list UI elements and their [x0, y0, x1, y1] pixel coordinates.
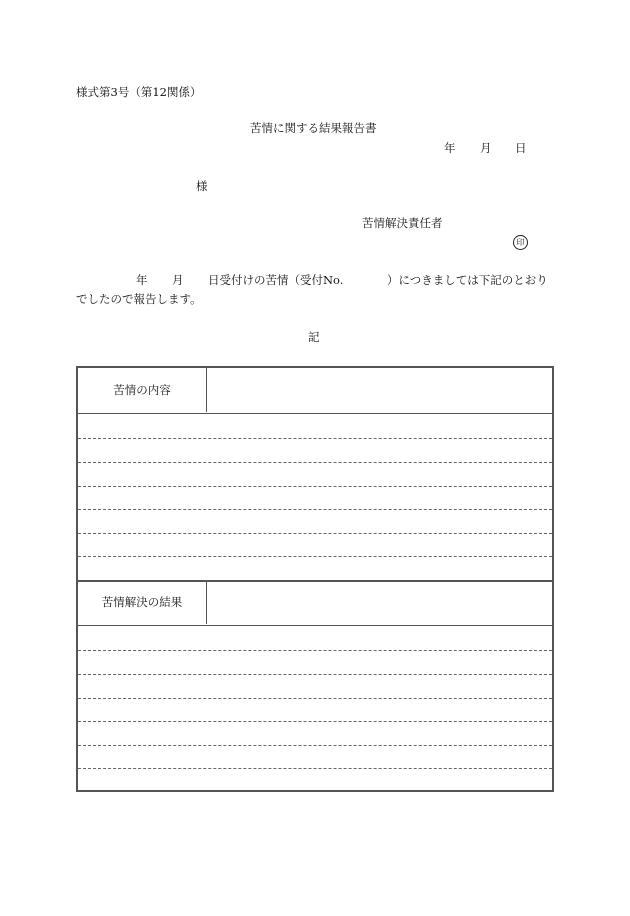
writing-line — [78, 721, 552, 722]
writing-line — [78, 674, 552, 675]
complaint-content-label: 苦情の内容 — [78, 368, 207, 412]
writing-line — [78, 509, 552, 510]
writing-line — [78, 556, 552, 557]
complaint-content-header-row — [78, 368, 552, 414]
addressee-suffix: 様 — [196, 179, 208, 193]
seal-mark — [513, 235, 528, 250]
report-title: 苦情に関する結果報告書 — [250, 121, 377, 135]
intro-year: 年 — [136, 273, 148, 287]
report-form-table — [76, 366, 554, 792]
writing-line — [78, 768, 552, 769]
complaint-content-section — [78, 368, 552, 582]
writing-line — [78, 698, 552, 699]
resolution-result-header-row — [78, 580, 552, 626]
writing-line — [78, 650, 552, 651]
seal-text: 印 — [516, 238, 525, 247]
writing-line — [78, 438, 552, 439]
form-number: 様式第3号（第12関係） — [76, 85, 202, 99]
writing-line — [78, 533, 552, 534]
date-month: 月 — [480, 141, 492, 155]
intro-month: 月 — [172, 273, 184, 287]
resolution-result-section — [78, 580, 552, 790]
intro-text-1: 日受付けの苦情（受付No. — [208, 273, 344, 287]
responsible-person-label: 苦情解決責任者 — [362, 216, 443, 230]
date-day: 日 — [515, 141, 527, 155]
writing-line — [78, 745, 552, 746]
date-year: 年 — [444, 141, 456, 155]
resolution-result-label: 苦情解決の結果 — [78, 580, 207, 624]
intro-text-line2: でしたので報告します。 — [76, 292, 202, 306]
intro-text-2: ）につきましては下記のとおり — [387, 273, 548, 287]
writing-line — [78, 462, 552, 463]
ki-heading: 記 — [308, 330, 320, 344]
writing-line — [78, 486, 552, 487]
